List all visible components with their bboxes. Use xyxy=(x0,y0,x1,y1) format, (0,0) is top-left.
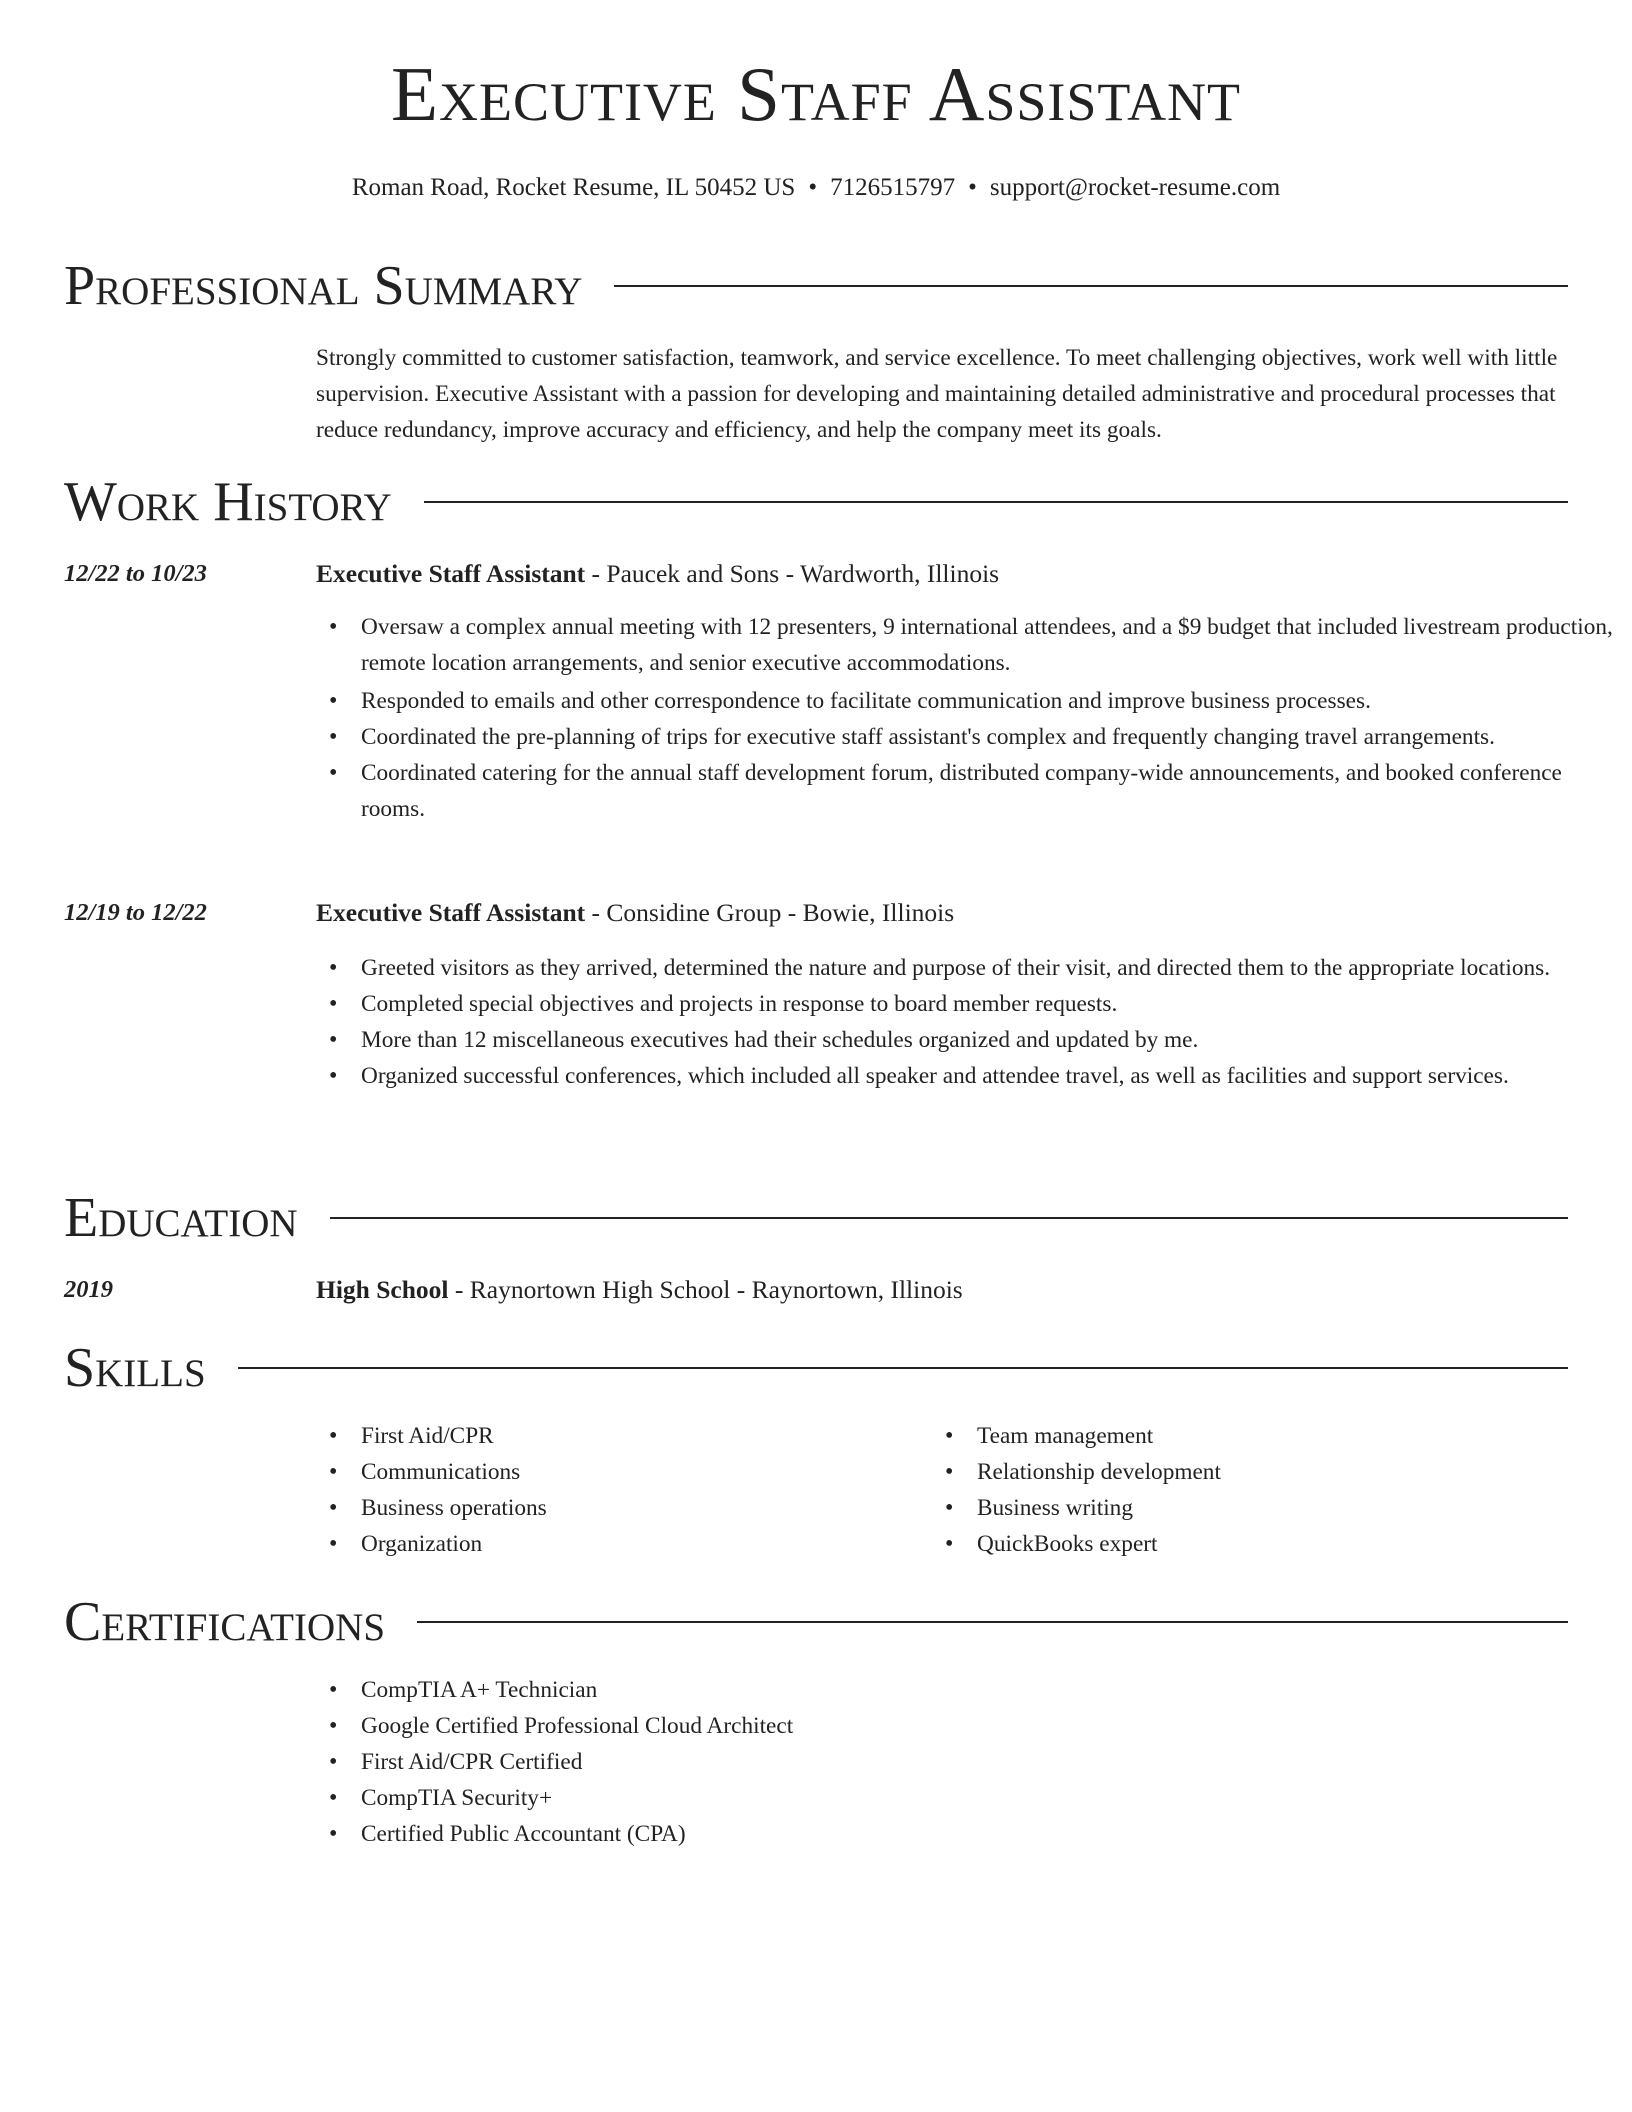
skills-list-left xyxy=(316,1418,921,1562)
section-heading: Professional Summary xyxy=(64,255,583,317)
certification-item: • Google Certified Professional Cloud Architect xyxy=(361,1708,1561,1744)
education-year: 2019 xyxy=(64,1276,113,1303)
job-bullet: • Oversaw a complex annual meeting with 12 presenters, 9 international attendees, and a $9 budget that included livestream production, remote location arrangements, and senior executive accommodations. xyxy=(361,609,1613,681)
certification-item: • Certified Public Accountant (CPA) xyxy=(361,1816,1561,1852)
section-divider xyxy=(614,285,1568,287)
job-heading xyxy=(316,898,954,928)
section-heading: Skills xyxy=(64,1337,206,1399)
certification-item: • First Aid/CPR Certified xyxy=(361,1744,1561,1780)
section-divider xyxy=(424,501,1568,503)
job-title: Executive Staff Assistant xyxy=(316,559,586,588)
job-bullet: • Coordinated catering for the annual staff development forum, distributed company-wide announcements, and booked conference rooms. xyxy=(361,755,1613,827)
job-company: - Considine Group - Bowie, Illinois xyxy=(585,898,955,927)
contact-phone: 7126515797 xyxy=(830,174,956,201)
skill-item: • Communications xyxy=(361,1454,921,1490)
skill-item: • Business writing xyxy=(977,1490,1537,1526)
section-divider xyxy=(238,1367,1568,1369)
education-school: - Raynortown High School - Raynortown, Illinois xyxy=(448,1275,963,1304)
skill-item: • Organization xyxy=(361,1526,921,1562)
job-bullet: • Greeted visitors as they arrived, determined the nature and purpose of their visit, and directed them to the appropriate locations. xyxy=(361,950,1613,986)
section-skills xyxy=(64,1337,1568,1399)
job-dates: 12/22 to 10/23 xyxy=(64,560,207,587)
certification-item: • CompTIA Security+ xyxy=(361,1780,1561,1816)
section-heading: Education xyxy=(64,1187,298,1249)
skill-item: • Relationship development xyxy=(977,1454,1537,1490)
section-heading: Work History xyxy=(64,471,392,533)
section-education xyxy=(64,1187,1568,1249)
separator-dot: • xyxy=(968,174,977,201)
summary-text: Strongly committed to customer satisfaction, teamwork, and service excellence. To meet challenging objectives, work well with little supervision. Executive Assistant with a passion for developing and maintaining detailed administrative and procedural processes that reduce redundancy, improve accuracy and efficiency, and help the company meet its goals. xyxy=(316,345,1558,443)
education-degree: High School xyxy=(316,1275,449,1304)
job-bullets xyxy=(316,950,1613,1094)
job-company: - Paucek and Sons - Wardworth, Illinois xyxy=(585,559,1000,588)
contact-email[interactable]: support@rocket-resume.com xyxy=(989,174,1281,201)
job-heading xyxy=(316,559,999,589)
separator-dot: • xyxy=(808,174,818,201)
skill-item: • Business operations xyxy=(361,1490,921,1526)
certification-item: • CompTIA A+ Technician xyxy=(361,1672,1561,1708)
contact-line xyxy=(0,175,1632,200)
job-bullet: • Organized successful conferences, which included all speaker and attendee travel, as well as facilities and support services. xyxy=(361,1058,1613,1094)
skill-item: • First Aid/CPR xyxy=(361,1418,921,1454)
skills-list-right xyxy=(932,1418,1537,1562)
job-bullet: • More than 12 miscellaneous executives had their schedules organized and updated by me. xyxy=(361,1022,1613,1058)
job-bullet: • Coordinated the pre-planning of trips for executive staff assistant's complex and frequently changing travel arrangements. xyxy=(361,719,1613,755)
section-divider xyxy=(330,1217,1568,1219)
section-certifications xyxy=(64,1591,1568,1653)
section-work-history xyxy=(64,471,1568,533)
contact-address: Roman Road, Rocket Resume, IL 50452 US xyxy=(351,174,796,201)
section-heading: Certifications xyxy=(64,1591,386,1653)
certifications-list xyxy=(316,1672,1561,1852)
job-title: Executive Staff Assistant xyxy=(316,898,586,927)
job-dates: 12/19 to 12/22 xyxy=(64,899,207,926)
job-bullet: • Responded to emails and other correspondence to facilitate communication and improve business processes. xyxy=(361,683,1613,719)
skill-item: • Team management xyxy=(977,1418,1537,1454)
job-bullets xyxy=(316,609,1613,827)
skill-item: • QuickBooks expert xyxy=(977,1526,1537,1562)
education-heading xyxy=(316,1275,963,1305)
section-divider xyxy=(417,1621,1568,1623)
section-professional-summary xyxy=(64,255,1568,317)
job-bullet: • Completed special objectives and projects in response to board member requests. xyxy=(361,986,1613,1022)
resume-title: Executive Staff Assistant xyxy=(390,51,1242,137)
